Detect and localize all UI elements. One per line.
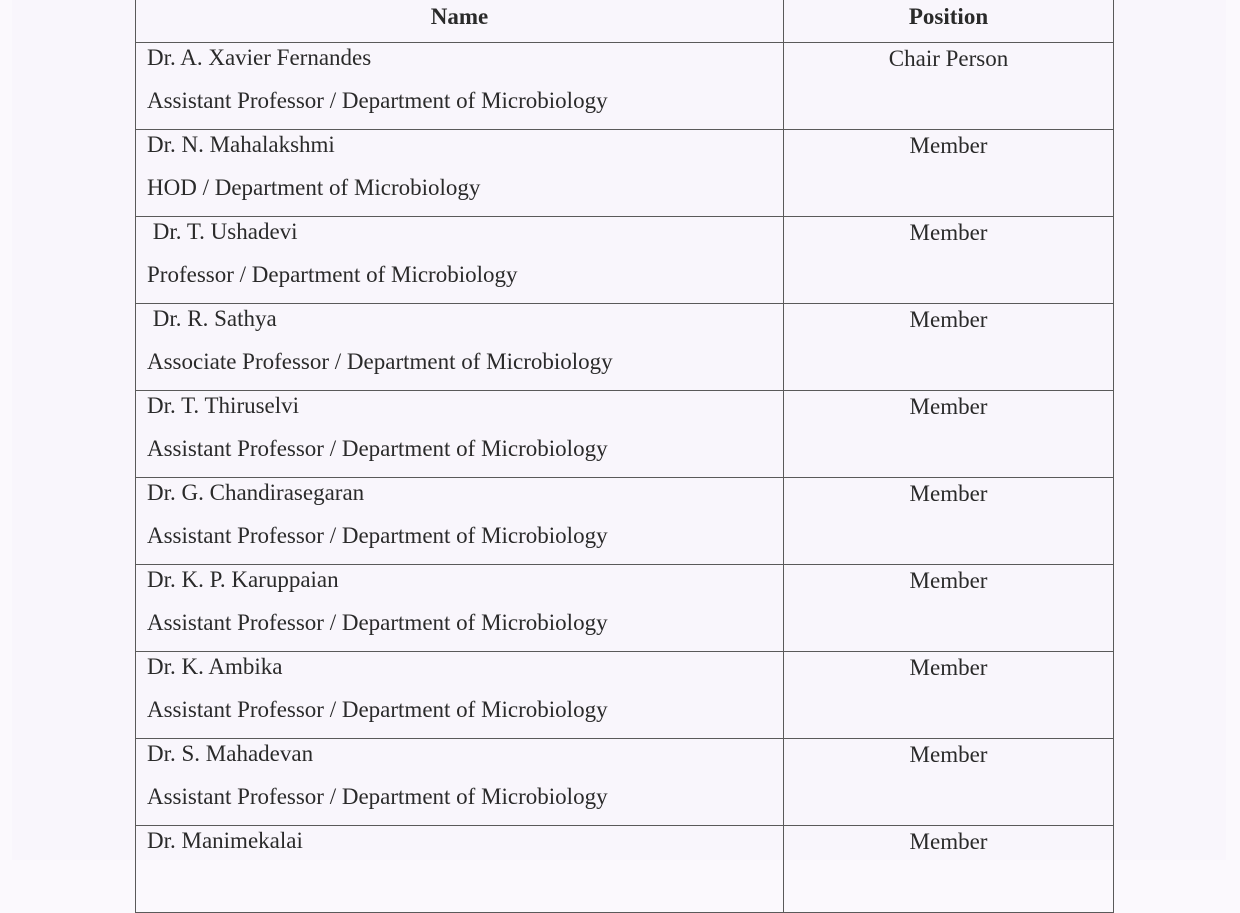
member-name-cell <box>136 217 784 304</box>
member-name: Dr. N. Mahalakshmi <box>147 132 335 157</box>
member-name: Dr. Manimekalai <box>147 828 303 853</box>
member-designation: Assistant Professor / Department of Microbiology <box>147 436 608 461</box>
member-position-cell <box>784 739 1114 826</box>
table-row <box>136 391 1114 478</box>
table-body <box>136 43 1114 913</box>
member-name-cell <box>136 304 784 391</box>
member-position-cell <box>784 217 1114 304</box>
member-name-cell <box>136 391 784 478</box>
table-row <box>136 826 1114 913</box>
table-row <box>136 739 1114 826</box>
table-header-row <box>136 0 1114 43</box>
member-name-cell <box>136 478 784 565</box>
member-position: Member <box>909 742 988 767</box>
member-designation: Assistant Professor / Department of Microbiology <box>147 697 608 722</box>
table-row <box>136 652 1114 739</box>
table-row <box>136 43 1114 130</box>
member-designation: Assistant Professor / Department of Microbiology <box>147 523 608 548</box>
member-name: Dr. K. Ambika <box>147 654 283 679</box>
member-position-cell <box>784 304 1114 391</box>
member-position: Member <box>909 307 988 332</box>
member-name-cell <box>136 739 784 826</box>
member-position: Member <box>909 394 988 419</box>
member-position-cell <box>784 652 1114 739</box>
member-position: Member <box>909 655 988 680</box>
member-name-cell <box>136 130 784 217</box>
member-designation: Professor / Department of Microbiology <box>147 262 518 287</box>
table-row <box>136 304 1114 391</box>
table-row <box>136 217 1114 304</box>
member-name-cell <box>136 826 784 913</box>
member-designation: Associate Professor / Department of Microbiology <box>147 349 613 374</box>
member-name: Dr. T. Ushadevi <box>147 219 298 244</box>
member-name: Dr. G. Chandirasegaran <box>147 480 365 505</box>
member-name-cell <box>136 652 784 739</box>
member-position: Member <box>909 568 988 593</box>
member-position: Chair Person <box>888 46 1009 71</box>
member-position-cell <box>784 43 1114 130</box>
member-position-cell <box>784 826 1114 913</box>
member-designation: HOD / Department of Microbiology <box>147 175 481 200</box>
member-name: Dr. A. Xavier Fernandes <box>147 45 372 70</box>
member-name: Dr. S. Mahadevan <box>147 741 314 766</box>
table-row <box>136 130 1114 217</box>
table-row <box>136 565 1114 652</box>
member-name: Dr. K. P. Karuppaian <box>147 567 339 592</box>
member-position: Member <box>909 829 988 854</box>
member-name: Dr. R. Sathya <box>147 306 277 331</box>
committee-members-table <box>135 0 1114 913</box>
name-column-header: Name <box>136 0 784 43</box>
table-row <box>136 478 1114 565</box>
member-position-cell <box>784 130 1114 217</box>
position-column-header: Position <box>784 0 1114 43</box>
member-position-cell <box>784 565 1114 652</box>
member-position-cell <box>784 478 1114 565</box>
member-designation: Assistant Professor / Department of Microbiology <box>147 610 608 635</box>
member-name-cell <box>136 565 784 652</box>
member-name: Dr. T. Thiruselvi <box>147 393 300 418</box>
member-position-cell <box>784 391 1114 478</box>
member-name-cell <box>136 43 784 130</box>
member-position: Member <box>909 133 988 158</box>
member-designation: Assistant Professor / Department of Microbiology <box>147 784 608 809</box>
member-position: Member <box>909 481 988 506</box>
member-designation: Assistant Professor / Department of Microbiology <box>147 88 608 113</box>
member-position: Member <box>909 220 988 245</box>
